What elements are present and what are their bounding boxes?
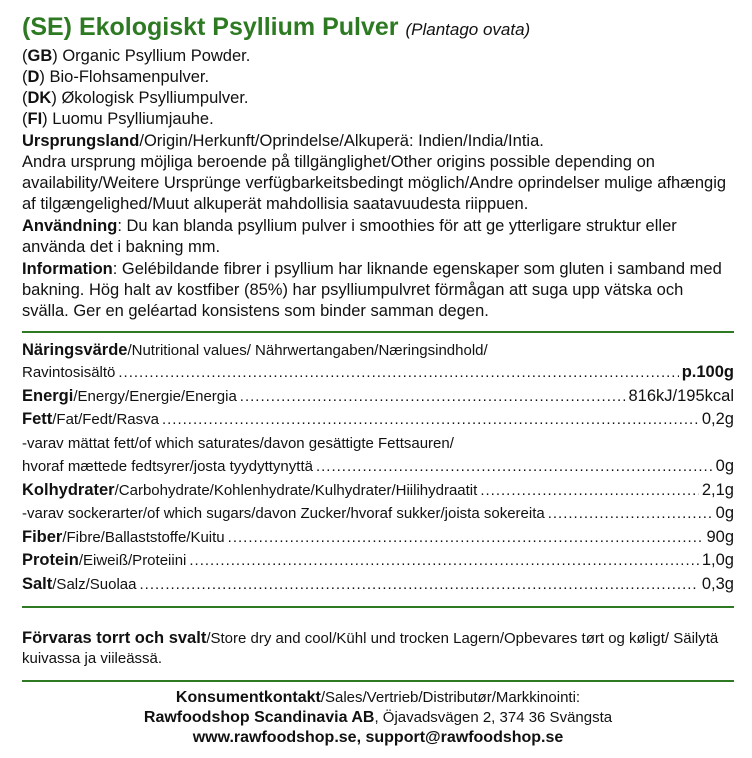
latin-name: (Plantago ovata) <box>405 20 531 39</box>
contact-section: Konsumentkontakt/Sales/Vertrieb/Distributør/Markkinointi: Rawfoodshop Scandinavia AB, Öjavadsvägen 2, 374 36 Svängsta www.rawfoodshop.se, support@rawfoodshop.se <box>143 689 613 746</box>
usage-section: Användning: Du kan blanda psyllium pulver i smoothies för att ge ytterligare struktur eller använda det i bakning mm. <box>22 217 677 256</box>
nutrition-row-carbohydrate: Kolhydrater/Carbohydrate/Kohlenhydrate/Kulhydrater/Hiilihydraatit ..... 2,1g <box>22 479 734 503</box>
nutrition-row-per: Ravintosisältö ..... p.100g <box>22 361 734 385</box>
translation-dk: (DK) Økologisk Psylliumpulver. <box>22 89 249 107</box>
translation-d: (D) Bio-Flohsamenpulver. <box>22 68 210 86</box>
origin-section: Ursprungsland/Origin/Herkunft/Oprindelse/Alkuperä: Indien/India/Intia. Andra ursprung möjliga beroende på tillgänglighet/Other origins possible depending on availability/Weitere Ursprünge verfügbarkeitsbedingt möglich/Andre oprindelser mulige afhængig af tilgængelighed/Muut alkuperät mahdollisia saatavuudesta riippuen. <box>22 132 727 213</box>
nutrition-row-fiber: Fiber/Fibre/Ballaststoffe/Kuitu ..... 90g <box>22 526 734 550</box>
nutrition-row-protein: Protein/Eiweiß/Proteiini ..... 1,0g <box>22 549 734 573</box>
website-link[interactable]: www.rawfoodshop.se <box>192 729 357 746</box>
nutrition-saturates-label: -varav mättat fett/of which saturates/davon gesättigte Fettsauren/ <box>22 434 454 452</box>
divider <box>22 606 734 608</box>
divider <box>22 680 734 682</box>
storage-section: Förvaras torrt och svalt/Store dry and cool/Kühl und trocken Lagern/Opbevares tørt og køligt/ Säilytä kuivassa ja viileässä. <box>22 629 719 667</box>
nutrition-row-saturates: hvoraf mættede fedtsyrer/josta tyydyttynyttä ..... 0g <box>22 455 734 479</box>
nutrition-row-fat: Fett/Fat/Fedt/Rasva ..... 0,2g <box>22 408 734 432</box>
nutrition-row-energy: Energi/Energy/Energie/Energia ..... 816kJ/195kcal <box>22 385 734 409</box>
translations <box>22 46 734 130</box>
translation-gb: (GB) Organic Psyllium Powder. <box>22 47 251 65</box>
translation-fi: (FI) Luomu Psylliumjauhe. <box>22 110 214 128</box>
nutrition-table <box>22 340 734 596</box>
nutrition-row-sugars: -varav sockerarter/of which sugars/davon Zucker/hvoraf sukker/joista sokereita ..... 0g <box>22 502 734 526</box>
nutrition-row-salt: Salt/Salz/Suolaa ..... 0,3g <box>22 573 734 597</box>
product-title <box>22 12 734 45</box>
email-link[interactable]: support@rawfoodshop.se <box>365 729 564 746</box>
divider <box>22 331 734 333</box>
information-section: Information: Gelébildande fibrer i psyllium har liknande egenskaper som gluten i samband med bakning. Hög halt av kostfiber (85%) har psylliumpulvret förmågan att suga upp vätska och svälla. Ger en geléartad konsistens som binder samman degen. <box>22 260 722 320</box>
title-text: (SE) Ekologiskt Psyllium Pulver <box>22 13 399 41</box>
nutrition-title: Näringsvärde/Nutritional values/ Nährwertangaben/Næringsindhold/ <box>22 341 488 359</box>
